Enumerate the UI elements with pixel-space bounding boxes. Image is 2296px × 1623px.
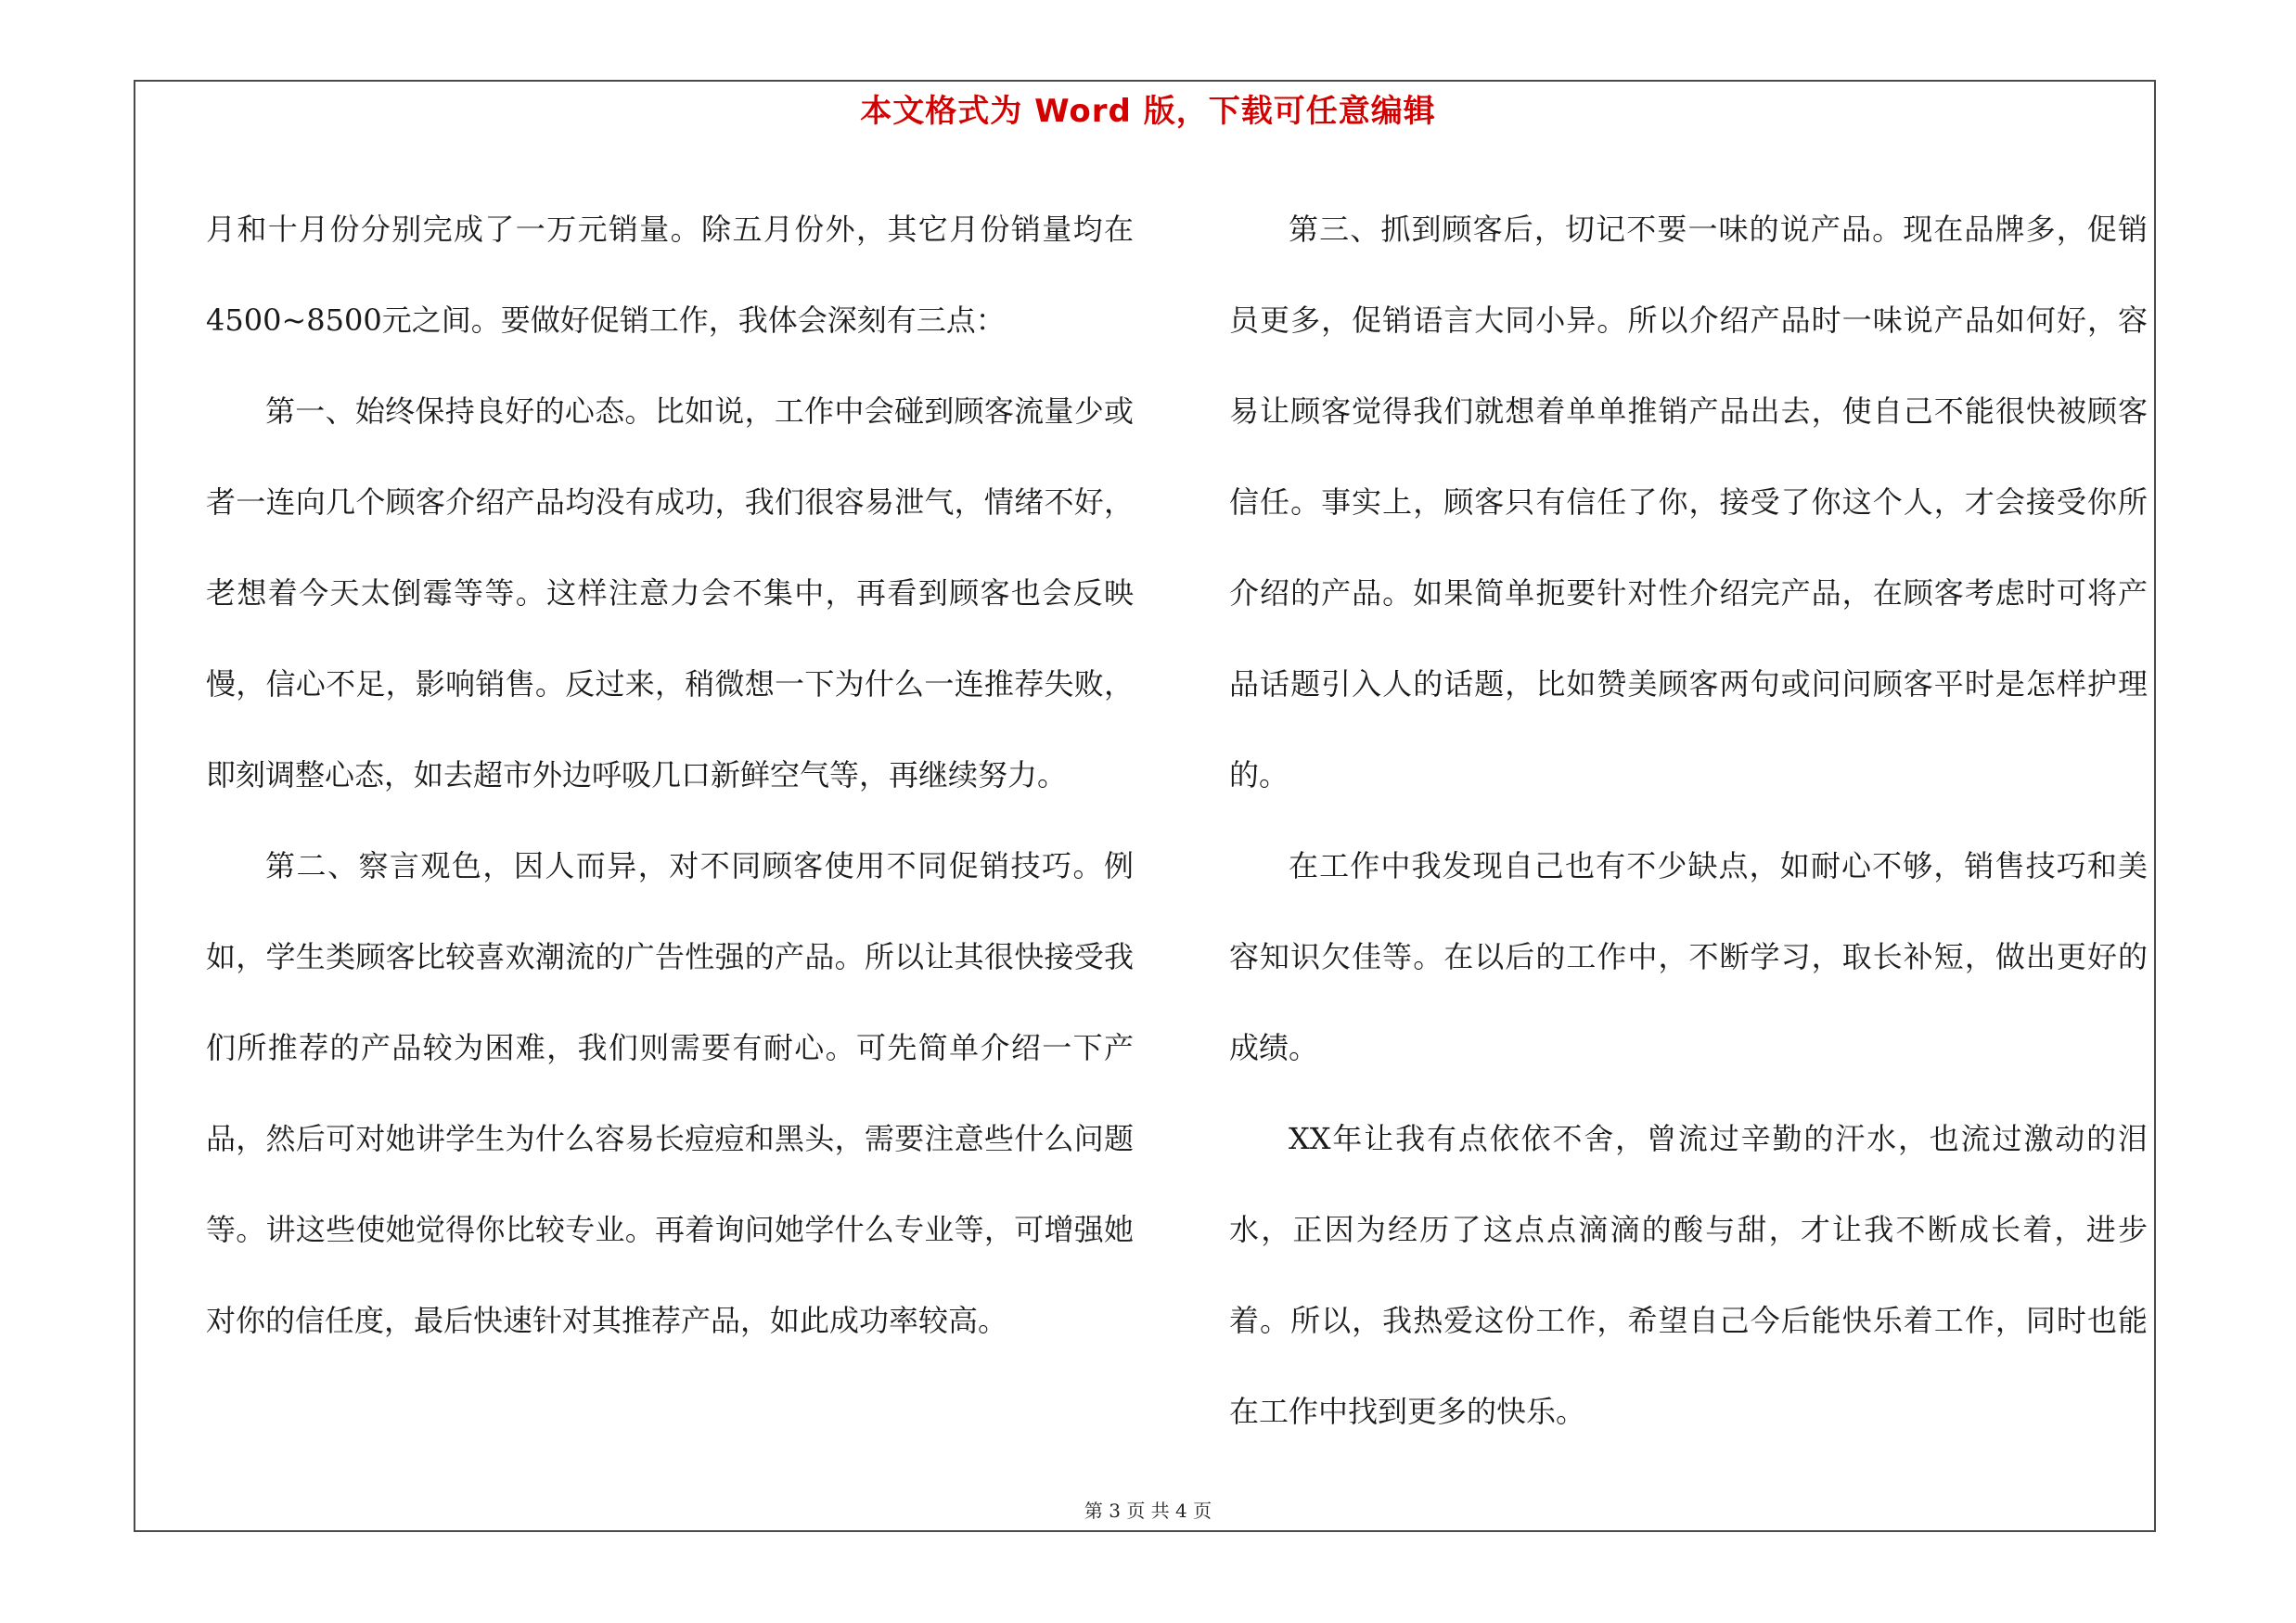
format-notice-banner: 本文格式为 Word 版，下载可任意编辑 xyxy=(860,93,1436,130)
paragraph: 第一、始终保持良好的心态。比如说，工作中会碰到顾客流量少或者一连向几个顾客介绍产品均没有成功，我们很容易泄气，情绪不好，老想着今天太倒霉等等。这样注意力会不集中，再看到顾客也会反映慢，信心不足，影响销售。反过来，稍微想一下为什么一连推荐失败，即刻调整心态，如去超市外边呼吸几口新鲜空气等，再继续努力。 xyxy=(206,393,1134,792)
paragraph: 第二、察言观色，因人而异，对不同顾客使用不同促销技巧。例如，学生类顾客比较喜欢潮流的广告性强的产品。所以让其很快接受我们所推荐的产品较为困难，我们则需要有耐心。可先简单介绍一下产品，然后可对她讲学生为什么容易长痘痘和黑头，需要注意些什么问题等。讲这些使她觉得你比较专业。再着询问她学什么专业等，可增强她对你的信任度，最后快速针对其推荐产品，如此成功率较高。 xyxy=(206,848,1134,1338)
paragraph: 月和十月份分别完成了一万元销量。除五月份外，其它月份销量均在4500~8500元之间。要做好促销工作，我体会深刻有三点： xyxy=(206,212,1134,338)
left-text-column xyxy=(206,184,1134,1366)
page-number-footer: 第 3 页 共 4 页 xyxy=(1084,1500,1212,1522)
paragraph: XX年让我有点依依不舍，曾流过辛勤的汗水，也流过激动的泪水，正因为经历了这点点滴滴的酸与甜，才让我不断成长着，进步着。所以，我热爱这份工作，希望自己今后能快乐着工作，同时也能在工作中找到更多的快乐。 xyxy=(1229,1121,2148,1429)
paragraph: 在工作中我发现自己也有不少缺点，如耐心不够，销售技巧和美容知识欠佳等。在以后的工作中，不断学习，取长补短，做出更好的成绩。 xyxy=(1229,848,2148,1065)
right-text-column xyxy=(1229,184,2148,1457)
paragraph: 第三、抓到顾客后，切记不要一味的说产品。现在品牌多，促销员更多，促销语言大同小异。所以介绍产品时一味说产品如何好，容易让顾客觉得我们就想着单单推销产品出去，使自己不能很快被顾客信任。事实上，顾客只有信任了你，接受了你这个人，才会接受你所介绍的产品。如果简单扼要针对性介绍完产品，在顾客考虑时可将产品话题引入人的话题，比如赞美顾客两句或问问顾客平时是怎样护理的。 xyxy=(1229,212,2148,792)
